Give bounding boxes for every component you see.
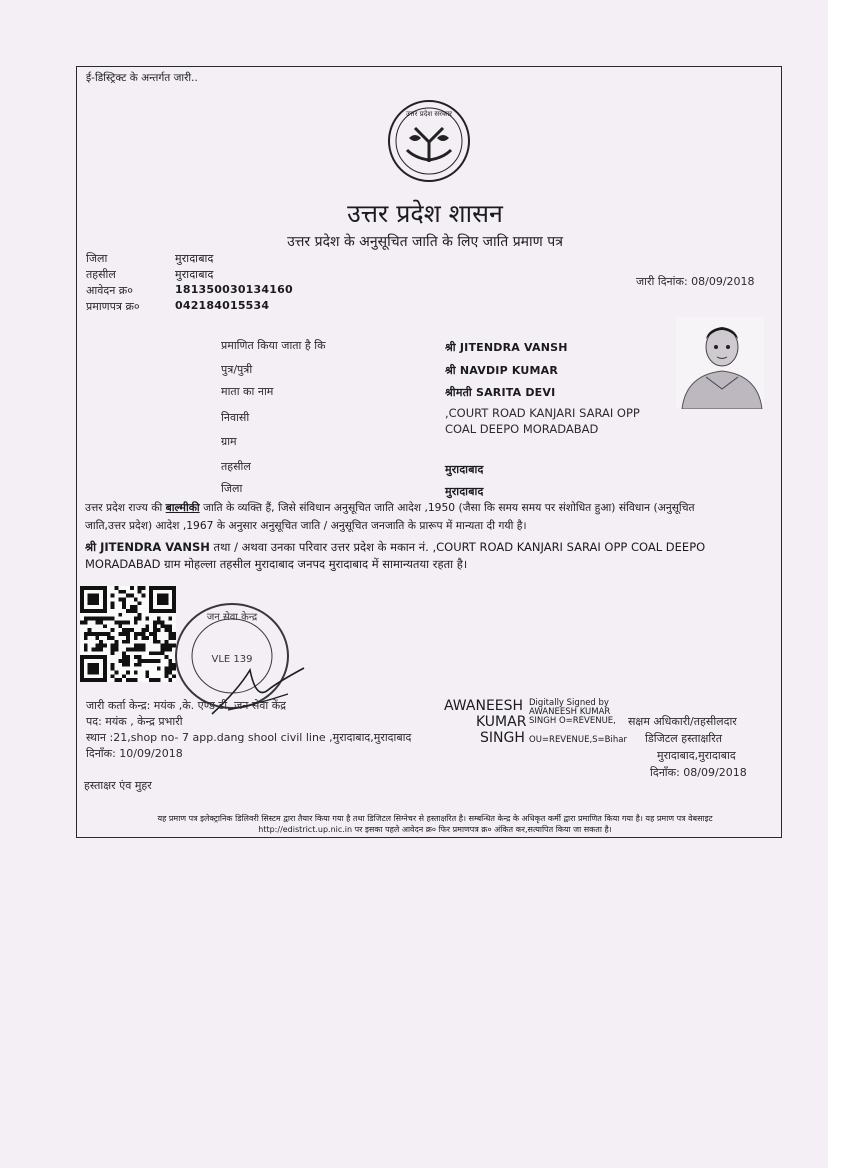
authority-line-1: सक्षम अधिकारी/तहसीलदार [628,715,737,728]
caste-paragraph-line-1: उत्तर प्रदेश राज्य की बाल्मीकी जाति के व्यक्ति हैं, जिसे संविधान अनुसूचित जाति आदेश ,1950 (जैसा कि समय समय पर संशोधित हुआ) संविधान (अनुसूचित [85,501,695,514]
authority-line-2: डिजिटल हस्ताक्षरित [645,732,722,745]
footer-note-line-2: http://edistrict.up.nic.in पर इसका पहले आवेदन क्र० फिर प्रमाणपत्र क्र० अंकित कर,सत्यापित किया जा सकता है। [258,825,612,834]
caste-name: बाल्मीकी [165,501,200,514]
caste-paragraph-line-2: जाति,उत्तर प्रदेश) आदेश ,1967 के अनुसार अनुसूचित जाति / अनुसूचित जनजाति के प्रारूप में मान्यता दी गयी है। [85,519,527,532]
certified-label: प्रमाणित किया जाता है कि [221,339,326,352]
issued-under-note: ई-डिस्ट्रिक्ट के अन्तर्गत जारी.. [86,72,198,84]
issuer-place: स्थान :21,shop no- 7 app.dang shool civil line ,मुरादाबाद,मुरादाबाद [86,731,412,744]
issue-date: जारी दिनांक: 08/09/2018 [636,275,755,288]
tehsil-label: तहसील [221,460,251,473]
applicant-photo [676,317,764,409]
issuer-date: दिनाँक: 10/09/2018 [86,747,183,760]
parent-label: पुत्र/पुत्री [221,363,253,376]
meta-tehsil-label: तहसील [86,268,116,281]
stamp-text: जन सेवा केन्द्र [206,612,258,623]
meta-district-label: जिला [86,252,108,265]
residence-paragraph-line-1: श्री JITENDRA VANSH तथा / अथवा उनका परिवार उत्तर प्रदेश के मकान नं. ,COURT ROAD KANJARI SARAI OPP COAL DEEPO [85,540,706,554]
digital-signer-name-2: KUMAR [476,714,527,730]
father-name: श्री NAVDIP KUMAR [445,364,559,377]
residence-paragraph-name: श्री JITENDRA VANSH [85,540,210,554]
qr-code [80,586,176,682]
issuer-centre: जारी कर्ता केन्द्र: मयंक ,के. एण्ड डी. जन सेवा केंद्र [86,699,287,712]
meta-application-value: 181350030134160 [175,283,293,296]
digital-signer-name-3: SINGH [480,730,525,746]
district-value: मुरादाबाद [445,485,484,498]
digital-signer-name-1: AWANEESH [444,698,524,714]
meta-certificate-value: 042184015534 [175,299,270,312]
digital-sig-detail-4: OU=REVENUE,S=Bihar [529,735,627,745]
authority-line-3: मुरादाबाद,मुरादाबाद [657,749,736,762]
mother-name: श्रीमती SARITA DEVI [445,386,556,399]
footer-note-line-1: यह प्रमाण पत्र इलेक्ट्रानिक डिलिवरी सिस्टम द्वारा तैयार किया गया है तथा डिजिटल सिग्नेचर से हस्ताक्षरित है। सम्बन्धित केन्द्र के अधिकृत कर्मी द्वारा प्रमाणित किया गया है। यह प्रमाण पत्र वेबसाइट [157,814,713,823]
emblem-text: उत्तर प्रदेश सरकार [405,110,453,118]
certificate-title: उत्तर प्रदेश शासन [347,199,503,228]
residence-paragraph-line-2: MORADABAD ग्राम मोहल्ला तहसील मुरादाबाद जनपद मुरादाबाद में सामान्यतया रहता है। [85,557,468,571]
up-government-emblem [385,98,473,184]
residence-label: निवासी [221,411,250,424]
mother-label: माता का नाम [221,385,274,398]
certificate-subtitle: उत्तर प्रदेश के अनुसूचित जाति के लिए जाति प्रमाण पत्र [287,234,563,250]
digital-sig-detail-3: SINGH O=REVENUE, [529,716,616,726]
address-line-2: COAL DEEPO MORADABAD [445,422,599,436]
authority-date: दिनाँक: 08/09/2018 [650,766,747,779]
digital-sig-detail-2: AWANEESH KUMAR [529,707,611,717]
meta-certificate-label: प्रमाणपत्र क्र० [86,300,140,313]
district-label: जिला [221,482,243,495]
applicant-name: श्री JITENDRA VANSH [445,341,568,354]
tehsil-value: मुरादाबाद [445,463,484,476]
meta-application-label: आवेदन क्र० [86,284,133,297]
address-line-1: ,COURT ROAD KANJARI SARAI OPP [445,406,640,420]
village-label: ग्राम [221,435,237,448]
issuer-post: पद: मयंक , केन्द्र प्रभारी [86,715,183,728]
stamp-id: VLE 139 [211,654,253,665]
sign-and-seal-label: हस्ताक्षर एंव मुहर [84,779,152,792]
digital-sig-detail-1: Digitally Signed by [529,698,609,708]
paper-edge [828,0,850,1168]
meta-district-value: मुरादाबाद [175,252,214,265]
meta-tehsil-value: मुरादाबाद [175,268,214,281]
